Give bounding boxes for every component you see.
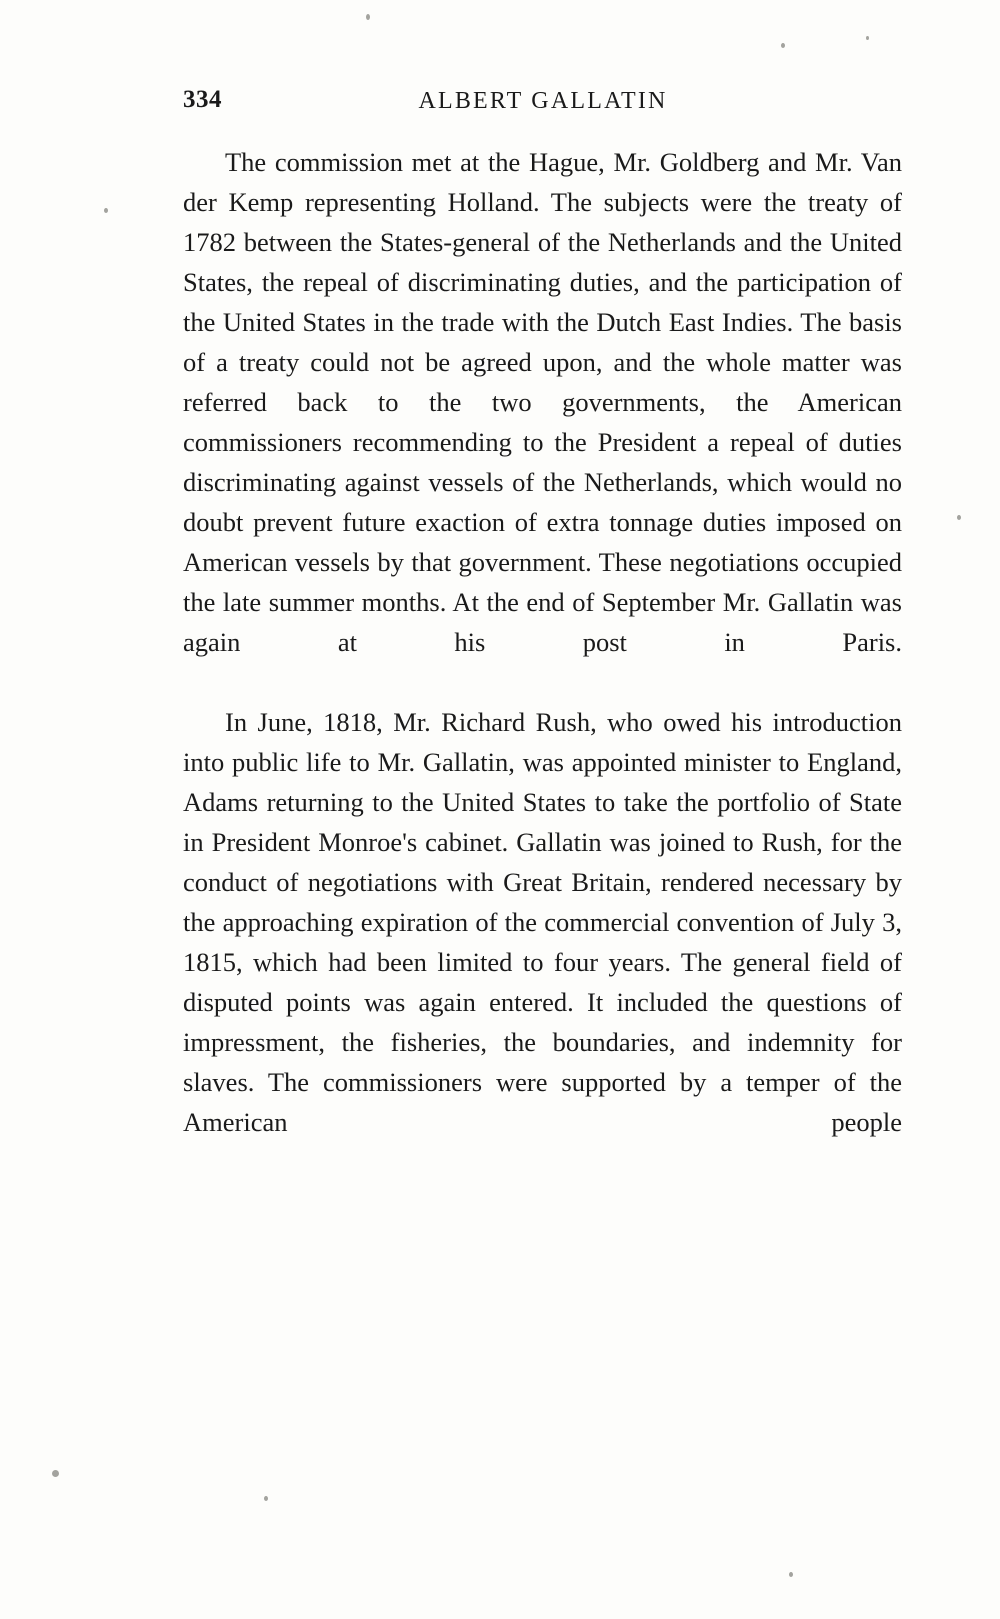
page-speck <box>52 1470 59 1477</box>
page-number: 334 <box>183 86 222 113</box>
page-speck <box>789 1572 793 1577</box>
paragraph: In June, 1818, Mr. Richard Rush, who owed his introduction into public life to Mr. Gallatin, was appointed minister to England, Adams returning to the United States to take the portfolio of State in President Monroe's cabinet. Gallatin was joined to Rush, for the conduct of negotiations with Great Britain, rendered necessary by the approaching expiration of the commercial convention of July 3, 1815, which had been limited to four years. The general field of disputed points was again entered. It included the questions of impressment, the fisheries, the boundaries, and indemnity for slaves. The commissioners were supported by a temper of the American people <box>183 707 902 1137</box>
running-head-title: ALBERT GALLATIN <box>418 88 668 114</box>
page-speck <box>104 208 108 213</box>
page-speck <box>866 36 869 40</box>
page-speck <box>366 14 370 20</box>
page-textblock <box>183 142 902 1182</box>
page-speck <box>264 1496 268 1501</box>
page-speck <box>781 43 785 48</box>
paragraph: The commission met at the Hague, Mr. Goldberg and Mr. Van der Kemp representing Holland. The subjects were the treaty of 1782 between the States-general of the Netherlands and the United States, the repeal of discriminating duties, and the participation of the United States in the trade with the Dutch East Indies. The basis of a treaty could not be agreed upon, and the whole matter was referred back to the two governments, the American commissioners recommending to the President a repeal of duties discriminating against vessels of the Netherlands, which would no doubt prevent future exaction of extra tonnage duties imposed on American vessels by that government. These negotiations occupied the late summer months. At the end of September Mr. Gallatin was again at his post in Paris. <box>183 147 902 657</box>
page-header <box>183 86 903 118</box>
page-speck <box>957 515 961 520</box>
